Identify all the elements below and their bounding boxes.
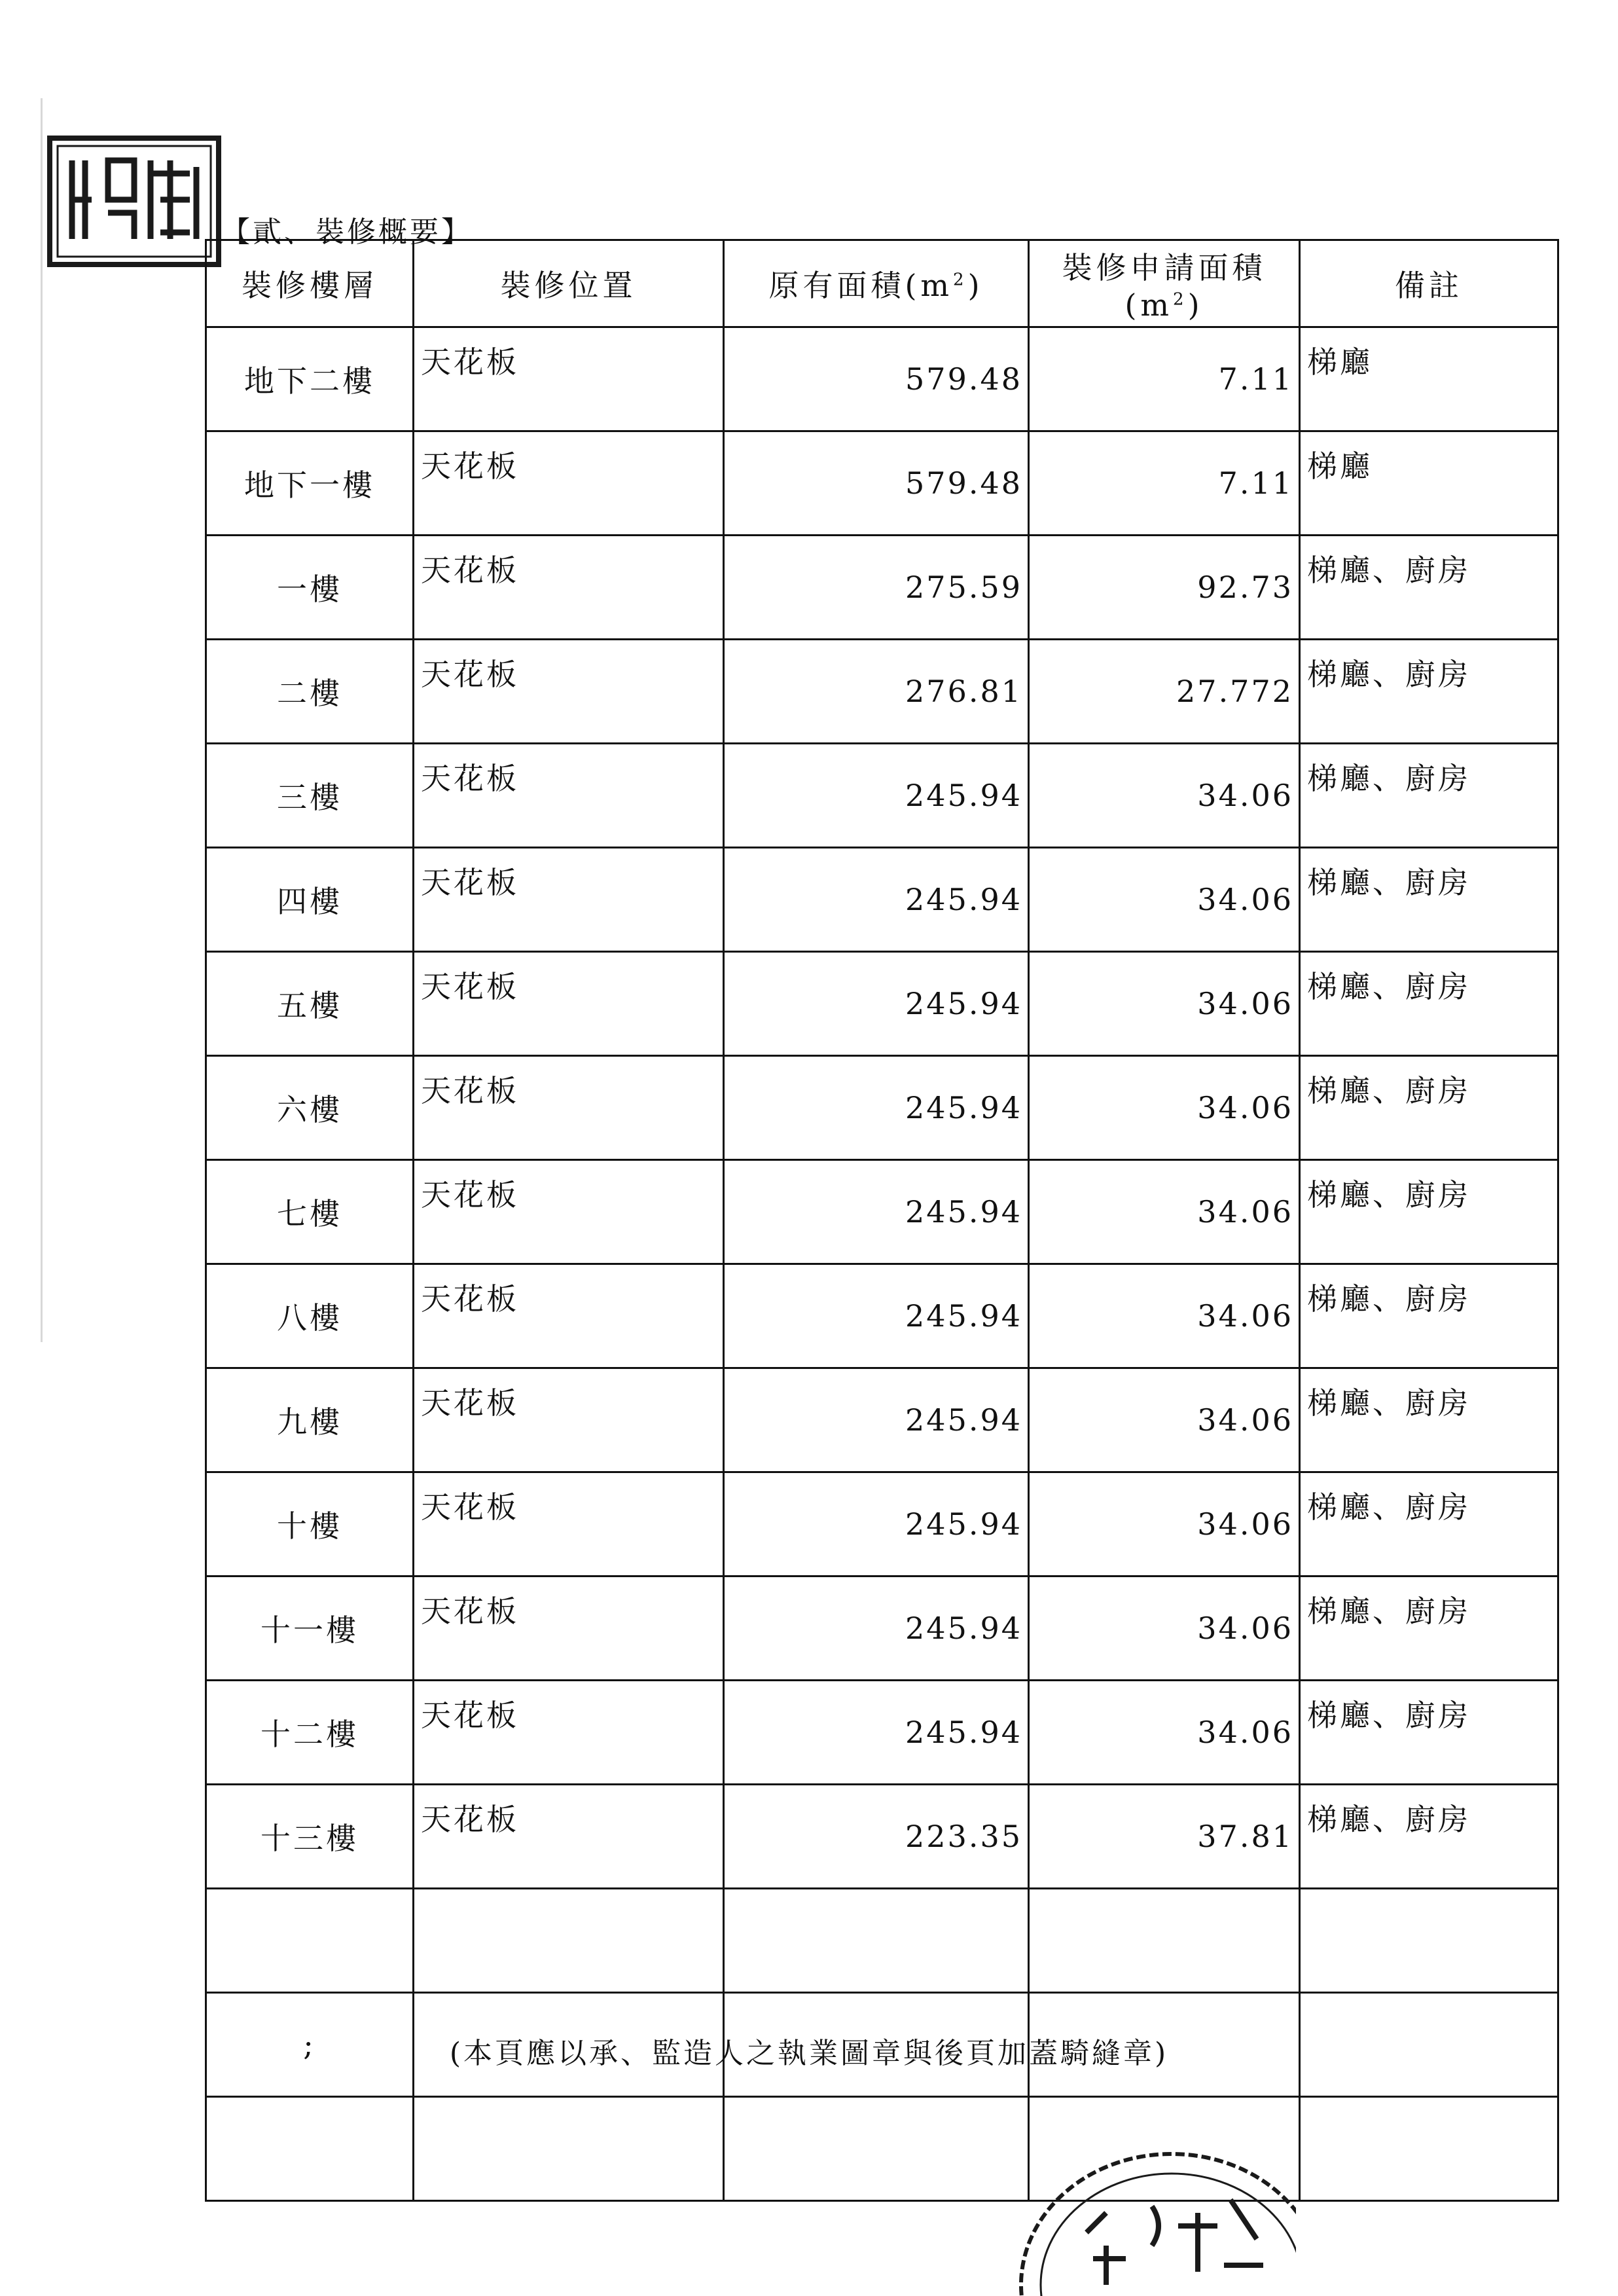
header-original-area <box>724 240 1029 327</box>
applied-area-cell: 34.06 <box>1029 1160 1300 1264</box>
location-cell <box>414 1889 724 1993</box>
original-area-cell: 579.48 <box>724 431 1029 536</box>
page-edge-mark <box>41 98 43 1342</box>
table-row <box>206 848 1558 952</box>
floor-cell: 三樓 <box>206 744 414 848</box>
original-area-cell: 245.94 <box>724 1368 1029 1472</box>
table-row <box>206 431 1558 536</box>
applied-area-cell: 34.06 <box>1029 1681 1300 1785</box>
table-header-row <box>206 240 1558 327</box>
renovation-summary-table <box>205 239 1559 2202</box>
original-area-cell: 245.94 <box>724 848 1029 952</box>
table-row <box>206 744 1558 848</box>
applied-area-cell: 7.11 <box>1029 431 1300 536</box>
original-area-cell: 245.94 <box>724 1264 1029 1368</box>
location-cell: 天花板 <box>414 327 724 431</box>
header-location: 裝修位置 <box>414 240 724 327</box>
floor-cell: ; <box>206 1993 414 2097</box>
floor-cell: 五樓 <box>206 952 414 1056</box>
location-cell: 天花板 <box>414 1472 724 1576</box>
remarks-cell: 梯廳、廚房 <box>1300 1368 1558 1472</box>
location-cell: 天花板 <box>414 1681 724 1785</box>
applied-area-cell: 34.06 <box>1029 1472 1300 1576</box>
original-area-cell: 245.94 <box>724 1681 1029 1785</box>
original-area-cell: 245.94 <box>724 952 1029 1056</box>
remarks-cell: 梯廳 <box>1300 327 1558 431</box>
header-remarks: 備註 <box>1300 240 1558 327</box>
table-row <box>206 1264 1558 1368</box>
applied-area-cell: 7.11 <box>1029 327 1300 431</box>
header-original-area-label: 原有面積(m <box>768 268 954 303</box>
table-row <box>206 640 1558 744</box>
applied-area-cell: 92.73 <box>1029 536 1300 640</box>
original-area-cell <box>724 2097 1029 2201</box>
floor-cell: 十樓 <box>206 1472 414 1576</box>
header-applied-area-label: 裝修申請面積(m <box>1062 250 1267 323</box>
table-row <box>206 1576 1558 1681</box>
location-cell: 天花板 <box>414 640 724 744</box>
applied-area-cell: 34.06 <box>1029 1576 1300 1681</box>
floor-cell <box>206 2097 414 2201</box>
section-title: 【貳、裝修概要】 <box>221 215 473 249</box>
floor-cell: 七樓 <box>206 1160 414 1264</box>
remarks-cell: 梯廳、廚房 <box>1300 952 1558 1056</box>
table-row <box>206 1681 1558 1785</box>
floor-cell: 十三樓 <box>206 1785 414 1889</box>
original-area-cell: 223.35 <box>724 1785 1029 1889</box>
table-row <box>206 2097 1558 2201</box>
header-floor: 裝修樓層 <box>206 240 414 327</box>
table-row <box>206 1056 1558 1160</box>
applied-area-cell: 34.06 <box>1029 1368 1300 1472</box>
original-area-cell: 245.94 <box>724 1056 1029 1160</box>
original-area-cell: 276.81 <box>724 640 1029 744</box>
floor-cell: 二樓 <box>206 640 414 744</box>
location-cell <box>414 2097 724 2201</box>
location-cell: 天花板 <box>414 1056 724 1160</box>
location-cell: 天花板 <box>414 1576 724 1681</box>
remarks-cell: 梯廳、廚房 <box>1300 1681 1558 1785</box>
unit-superscript: 2 <box>1173 289 1188 310</box>
applied-area-cell: 37.81 <box>1029 1785 1300 1889</box>
unit-superscript: 2 <box>953 270 968 290</box>
location-cell: 天花板 <box>414 431 724 536</box>
remarks-cell: 梯廳、廚房 <box>1300 1472 1558 1576</box>
remarks-cell: 梯廳、廚房 <box>1300 1785 1558 1889</box>
table-row <box>206 1472 1558 1576</box>
remarks-cell: 梯廳、廚房 <box>1300 848 1558 952</box>
original-area-cell: 245.94 <box>724 1160 1029 1264</box>
location-cell: 天花板 <box>414 1368 724 1472</box>
remarks-cell: 梯廳、廚房 <box>1300 1056 1558 1160</box>
remarks-cell: 梯廳、廚房 <box>1300 640 1558 744</box>
table-row <box>206 1368 1558 1472</box>
footer-note: (本頁應以承、監造人之執業圖章與後頁加蓋騎縫章) <box>449 2037 1169 2070</box>
remarks-cell <box>1300 1889 1558 1993</box>
seal-stamp-top <box>46 134 223 268</box>
original-area-cell: 245.94 <box>724 1576 1029 1681</box>
table-row <box>206 536 1558 640</box>
original-area-cell: 579.48 <box>724 327 1029 431</box>
location-cell: 天花板 <box>414 744 724 848</box>
table-row <box>206 1160 1558 1264</box>
table-row <box>206 952 1558 1056</box>
floor-cell: 六樓 <box>206 1056 414 1160</box>
remarks-cell: 梯廳、廚房 <box>1300 536 1558 640</box>
remarks-cell: 梯廳 <box>1300 431 1558 536</box>
location-cell: 天花板 <box>414 952 724 1056</box>
applied-area-cell: 34.06 <box>1029 848 1300 952</box>
header-applied-area <box>1029 240 1300 327</box>
applied-area-cell: 34.06 <box>1029 952 1300 1056</box>
table-row <box>206 1889 1558 1993</box>
remarks-cell <box>1300 2097 1558 2201</box>
remarks-cell: 梯廳、廚房 <box>1300 1576 1558 1681</box>
remarks-cell: 梯廳、廚房 <box>1300 1264 1558 1368</box>
table-row <box>206 327 1558 431</box>
location-cell: 天花板 <box>414 536 724 640</box>
location-cell: 天花板 <box>414 1785 724 1889</box>
floor-cell: 地下一樓 <box>206 431 414 536</box>
applied-area-cell: 27.772 <box>1029 640 1300 744</box>
location-cell: 天花板 <box>414 1160 724 1264</box>
floor-cell: 地下二樓 <box>206 327 414 431</box>
applied-area-cell <box>1029 1889 1300 1993</box>
original-area-cell <box>724 1889 1029 1993</box>
unit-close: ) <box>967 268 984 303</box>
remarks-cell: 梯廳、廚房 <box>1300 1160 1558 1264</box>
remarks-cell: 梯廳、廚房 <box>1300 744 1558 848</box>
seal-stamp-bottom <box>1008 2134 1296 2296</box>
original-area-cell: 245.94 <box>724 1472 1029 1576</box>
floor-cell: 四樓 <box>206 848 414 952</box>
applied-area-cell: 34.06 <box>1029 1264 1300 1368</box>
unit-close: ) <box>1187 287 1204 323</box>
applied-area-cell: 34.06 <box>1029 1056 1300 1160</box>
table-body <box>206 327 1558 2201</box>
floor-cell: 十二樓 <box>206 1681 414 1785</box>
floor-cell: 十一樓 <box>206 1576 414 1681</box>
location-cell: 天花板 <box>414 848 724 952</box>
location-cell: 天花板 <box>414 1264 724 1368</box>
table-row <box>206 1785 1558 1889</box>
floor-cell <box>206 1889 414 1993</box>
floor-cell: 九樓 <box>206 1368 414 1472</box>
original-area-cell: 245.94 <box>724 744 1029 848</box>
floor-cell: 一樓 <box>206 536 414 640</box>
original-area-cell: 275.59 <box>724 536 1029 640</box>
floor-cell: 八樓 <box>206 1264 414 1368</box>
applied-area-cell: 34.06 <box>1029 744 1300 848</box>
